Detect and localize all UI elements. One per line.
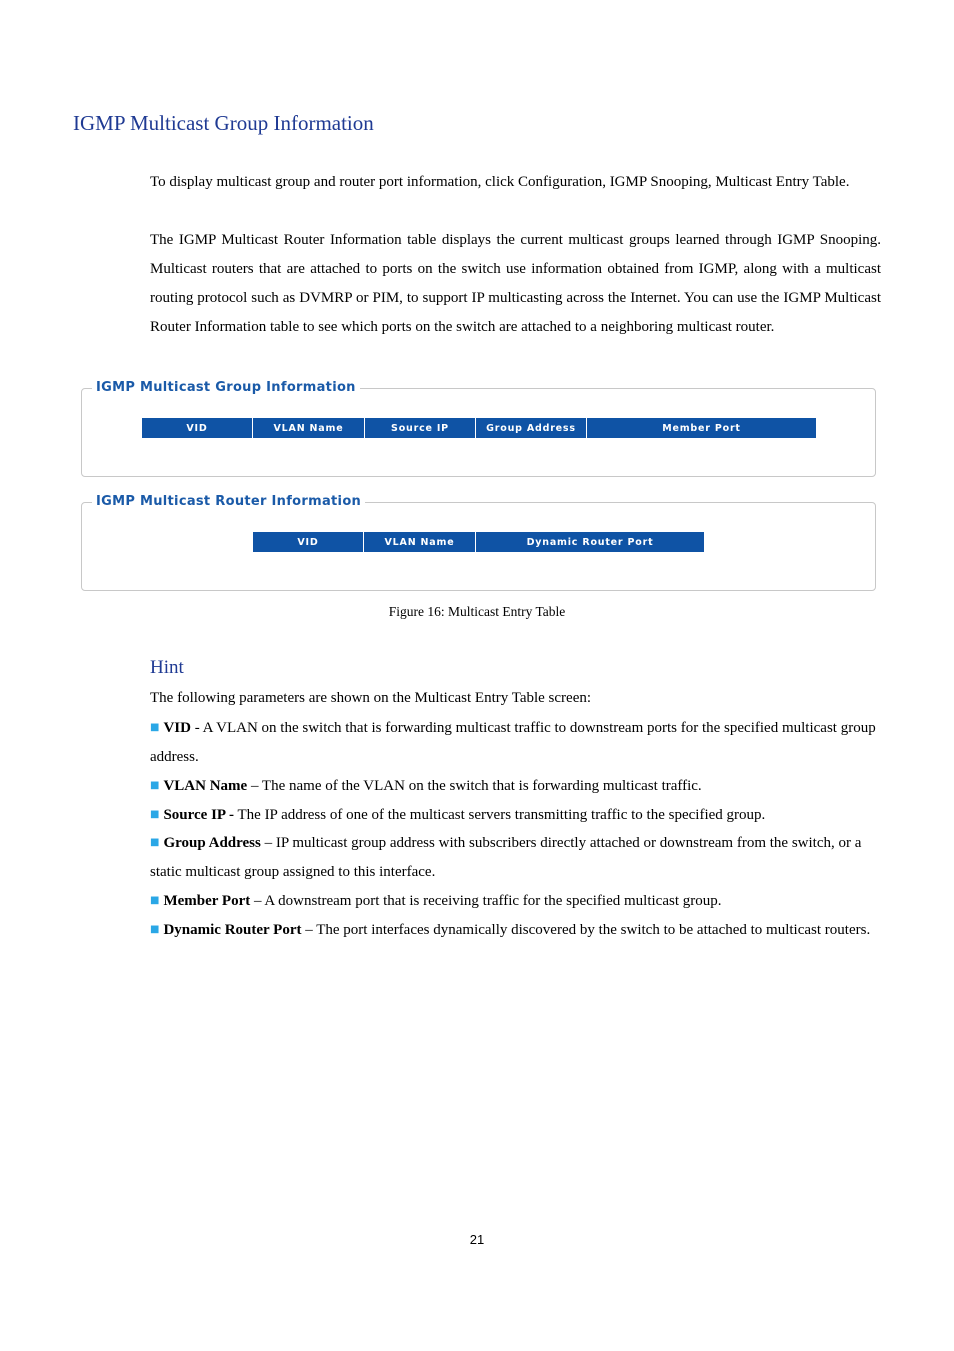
square-bullet-icon: ■ [150, 722, 160, 733]
square-bullet-icon: ■ [150, 924, 160, 935]
column-header-dynamic-router-port[interactable]: Dynamic Router Port [476, 532, 704, 552]
hint-description: – The port interfaces dynamically discovered by the switch to be attached to multicast routers. [301, 922, 871, 938]
hint-term: Source IP - [163, 807, 235, 823]
column-header-vid[interactable]: VID [253, 532, 364, 552]
hint-item-vlan-name [150, 771, 890, 801]
column-header-group-address[interactable]: Group Address [476, 418, 587, 438]
hint-term: Group Address [163, 835, 261, 851]
column-header-vlan-name[interactable]: VLAN Name [253, 418, 365, 438]
square-bullet-icon: ■ [150, 780, 160, 791]
hint-term: VLAN Name [163, 778, 248, 794]
hint-description: – IP multicast group address with subscribers directly attached or downstream from the switch, or a static multicast group assigned to this interface. [150, 835, 862, 880]
column-header-source-ip[interactable]: Source IP [365, 418, 476, 438]
column-header-vid[interactable]: VID [142, 418, 253, 438]
square-bullet-icon: ■ [150, 895, 160, 906]
hint-item-member-port [150, 886, 890, 916]
hint-term: VID [163, 720, 191, 736]
router-panel-title: IGMP Multicast Router Information [92, 494, 365, 510]
hint-term: Member Port [163, 893, 251, 909]
hint-item-group-address [150, 828, 890, 887]
hint-item-vid [150, 713, 890, 772]
section-heading: IGMP Multicast Group Information [73, 111, 374, 135]
hint-item-dynamic-router-port [150, 915, 890, 945]
router-table-header [253, 532, 704, 552]
hint-description: - A VLAN on the switch that is forwarding multicast traffic to downstream ports for the specified multicast group address. [150, 720, 876, 765]
column-header-vlan-name[interactable]: VLAN Name [364, 532, 476, 552]
hint-description: The IP address of one of the multicast servers transmitting traffic to the specified group. [234, 807, 766, 823]
router-info-panel [81, 494, 876, 591]
intro-paragraph-2: The IGMP Multicast Router Information table displays the current multicast groups learned through IGMP Snooping. Multicast routers that are attached to ports on the switch use information obtained from IGMP, along with a multicast routing protocol such as DVMRP or PIM, to support IP multicasting across the Internet. You can use the IGMP Multicast Router Information table to see which ports on the switch are attached to a neighboring multicast router. [150, 232, 881, 335]
column-header-member-port[interactable]: Member Port [587, 418, 816, 438]
group-info-panel [81, 380, 876, 477]
hint-title: Hint [150, 657, 184, 678]
hint-description: – The name of the VLAN on the switch that is forwarding multicast traffic. [247, 778, 702, 794]
page-number: 21 [469, 1232, 485, 1247]
hint-description: – A downstream port that is receiving traffic for the specified multicast group. [250, 893, 722, 909]
intro-paragraph-1: To display multicast group and router port information, click Configuration, IGMP Snooping, Multicast Entry Table. [150, 174, 850, 190]
hint-item-source-ip [150, 800, 890, 830]
group-panel-title: IGMP Multicast Group Information [92, 380, 360, 396]
hint-term: Dynamic Router Port [163, 922, 302, 938]
square-bullet-icon: ■ [150, 837, 160, 848]
square-bullet-icon: ■ [150, 809, 160, 820]
figure-caption: Figure 16: Multicast Entry Table [388, 604, 566, 619]
hint-intro: The following parameters are shown on the Multicast Entry Table screen: [150, 690, 592, 706]
group-table-header [142, 418, 816, 438]
